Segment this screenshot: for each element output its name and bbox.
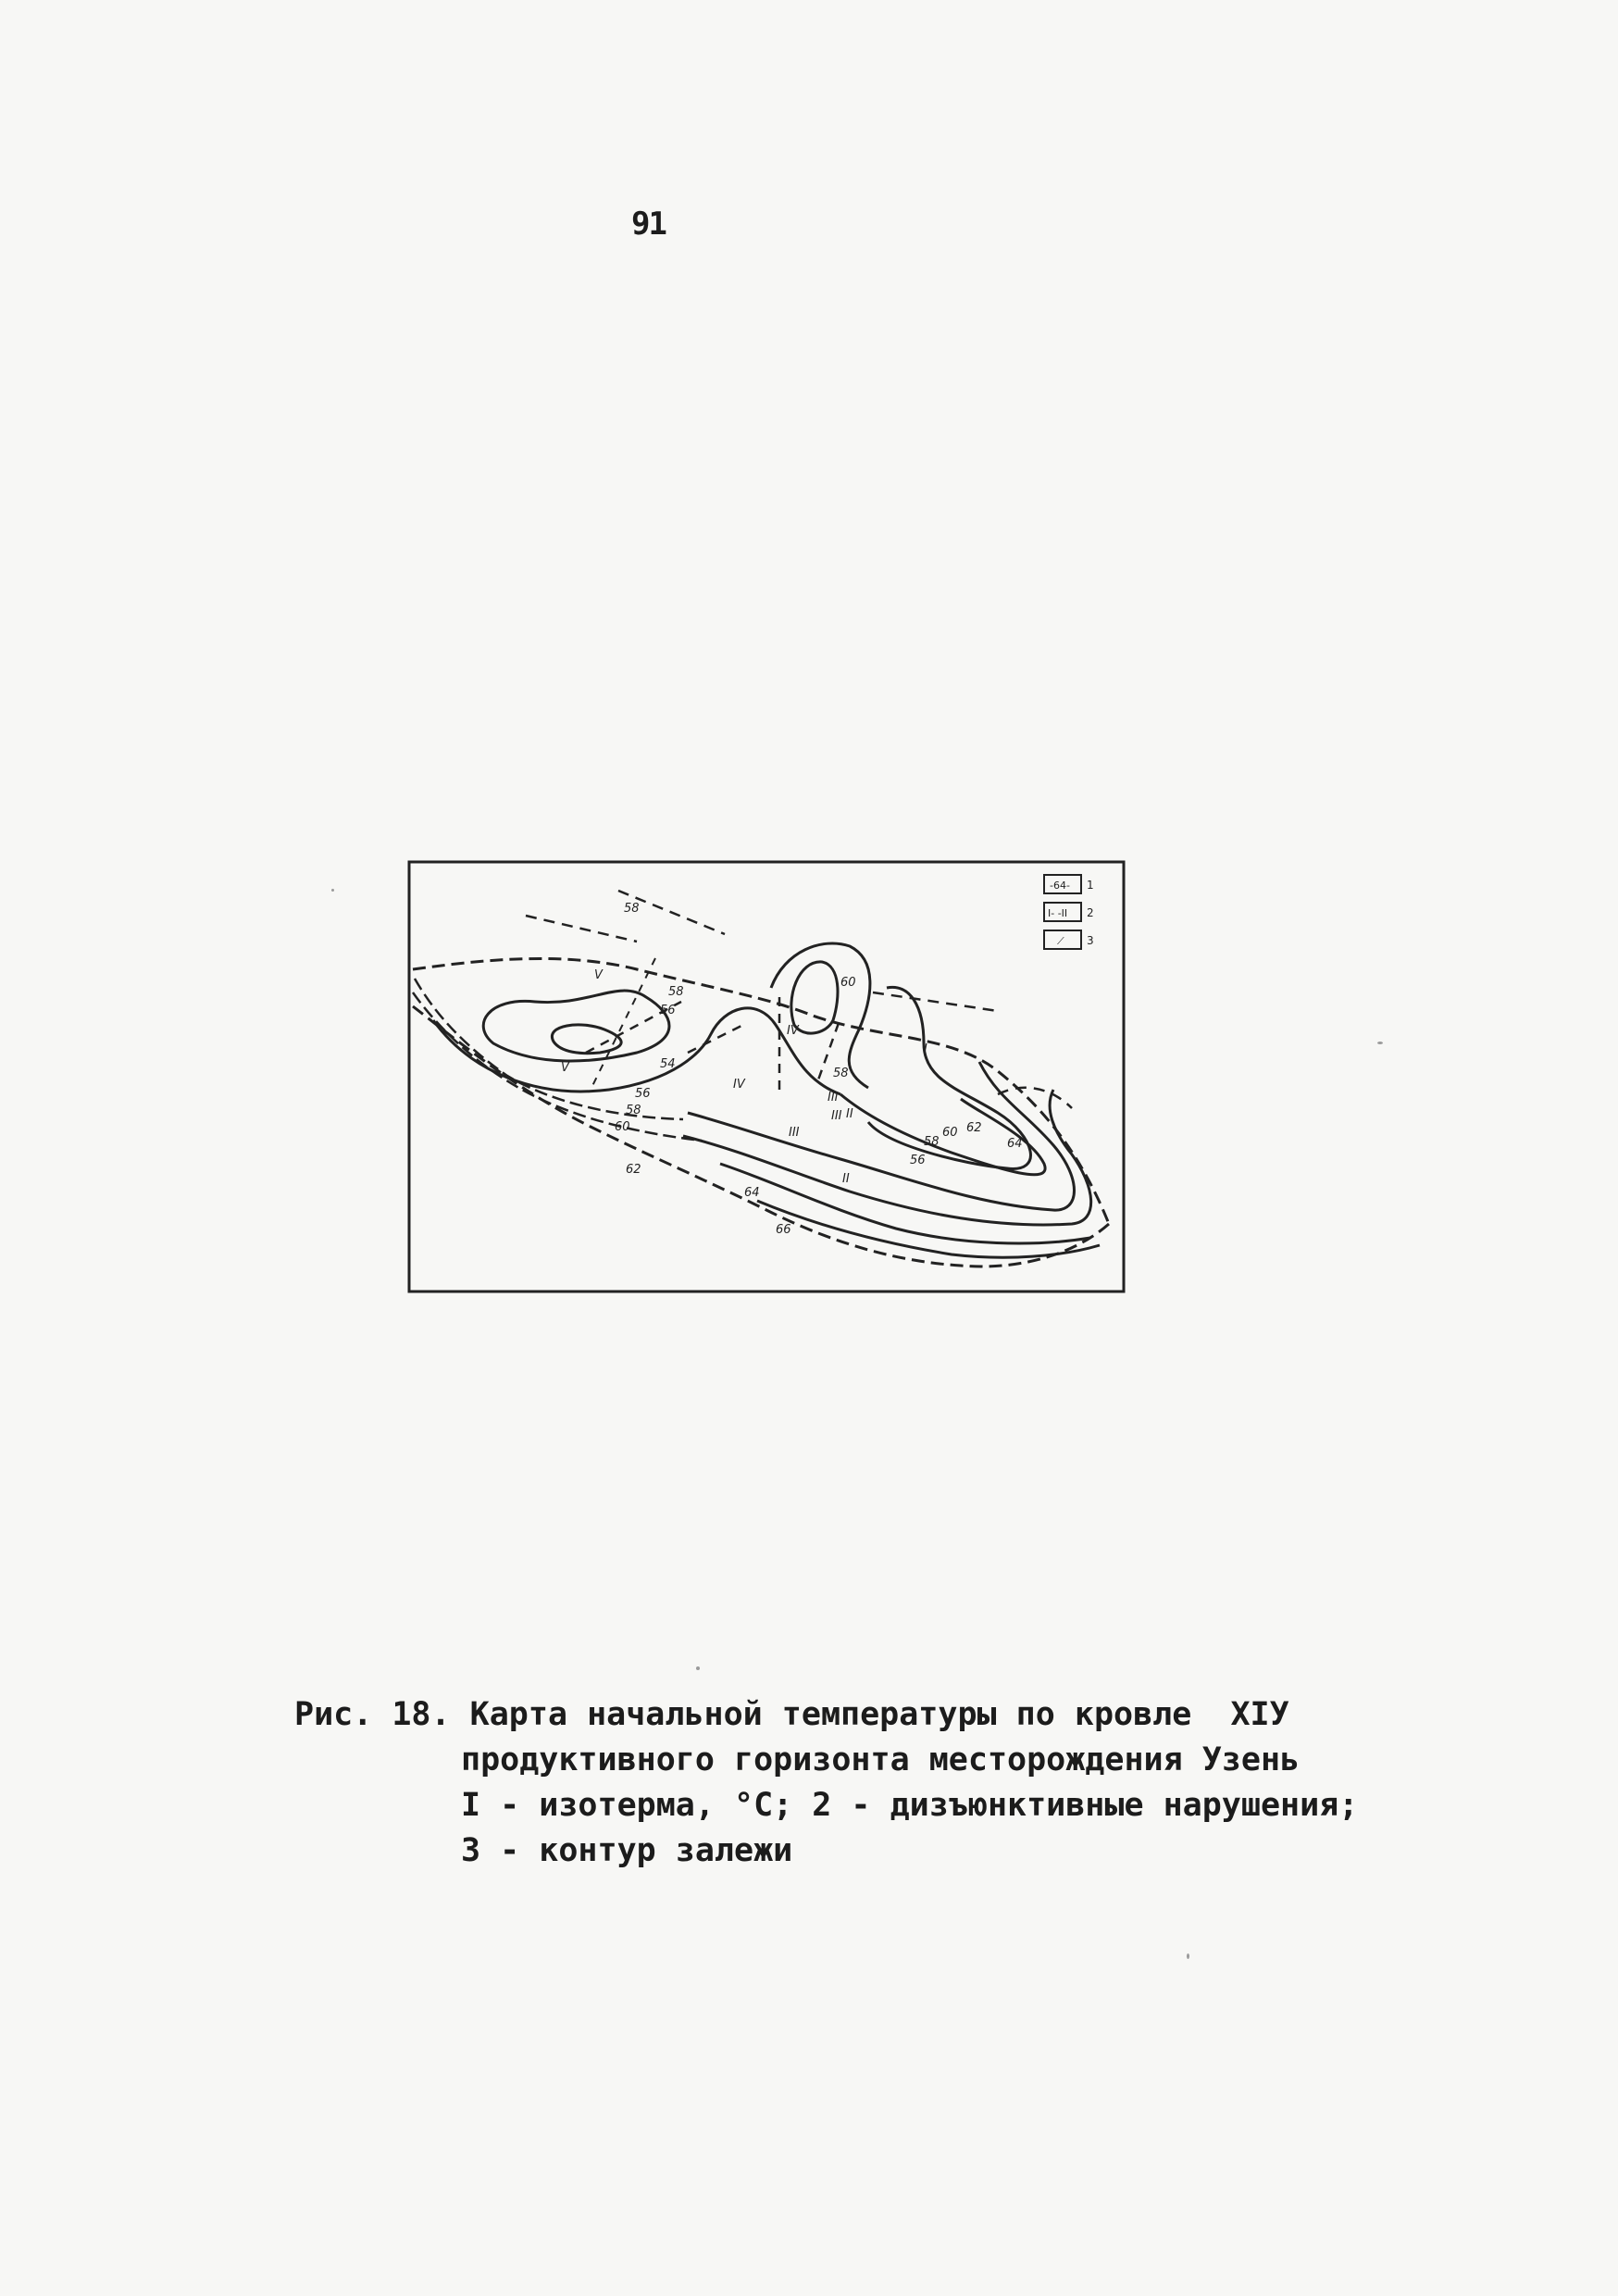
isotherm-line: [552, 1025, 621, 1054]
map-legend: [1044, 875, 1094, 949]
page-number: 91: [631, 206, 666, 243]
block-label: III: [828, 1091, 839, 1104]
fault-line: [873, 992, 998, 1011]
legend-sample: -64-: [1050, 880, 1070, 892]
isotherm-label: 60: [942, 1126, 958, 1140]
caption-line-2: продуктивного горизонта месторождения Узень: [461, 1741, 1301, 1778]
isotherm-map: [405, 858, 1129, 1293]
caption-line-1: [294, 1692, 1368, 1738]
isotherm-label: 58: [626, 1104, 641, 1117]
block-label: V: [561, 1061, 569, 1075]
block-label: III: [789, 1126, 800, 1140]
isotherm-label: 56: [660, 1004, 676, 1017]
isotherm-label: 58: [668, 985, 684, 999]
block-label: III: [831, 1109, 842, 1123]
fault-line: [526, 916, 637, 942]
block-label: I: [924, 1042, 927, 1056]
deposit-contour-lower: [413, 1006, 1109, 1267]
scan-speck: [696, 1666, 700, 1670]
scan-speck: [1377, 1042, 1383, 1044]
isotherm-label: 56: [635, 1087, 651, 1101]
block-label: IV: [787, 1024, 799, 1038]
scan-speck: [331, 889, 334, 892]
isotherm-label: 58: [624, 902, 640, 916]
isotherm-label: 64: [744, 1186, 760, 1200]
block-label: II: [846, 1107, 853, 1121]
caption-line-3: I - изотерма, °C; 2 - дизъюнктивные нарушения;: [461, 1787, 1359, 1824]
isotherm-label: 58: [833, 1067, 849, 1080]
isotherm-label: 64: [1007, 1137, 1023, 1151]
block-label: V: [594, 968, 603, 982]
isotherm-line: [413, 992, 702, 1141]
isotherm-label: 60: [615, 1120, 630, 1134]
isotherm-label: 56: [910, 1154, 926, 1167]
figure-reference: Рис. 18.: [294, 1696, 451, 1733]
isotherm-label: 66: [776, 1223, 791, 1237]
block-label: IV: [733, 1078, 745, 1092]
legend-number: 3: [1087, 934, 1094, 947]
legend-sample: ⟋: [1057, 935, 1064, 947]
isotherm-label: 62: [626, 1163, 641, 1177]
isotherm-label: 58: [924, 1135, 940, 1149]
caption-title: Карта начальной температуры по кровле XIУ: [469, 1696, 1289, 1733]
isotherm-map-figure: [405, 858, 1129, 1293]
isotherm-line: [771, 943, 870, 1088]
isotherm-label: 54: [660, 1057, 676, 1071]
isotherm-label: 60: [840, 976, 856, 990]
block-label: II: [842, 1172, 850, 1186]
legend-sample: I- -II: [1048, 907, 1068, 919]
map-frame: [409, 862, 1124, 1292]
isotherm-line: [791, 962, 838, 1033]
scan-speck: [1187, 1953, 1189, 1959]
legend-number: 2: [1087, 906, 1094, 919]
legend-number: 1: [1087, 879, 1094, 892]
figure-caption: [294, 1692, 1368, 1874]
fault-line: [688, 1025, 743, 1053]
caption-line-4: 3 - контур залежи: [461, 1832, 793, 1869]
isotherm-label: 62: [966, 1121, 982, 1135]
